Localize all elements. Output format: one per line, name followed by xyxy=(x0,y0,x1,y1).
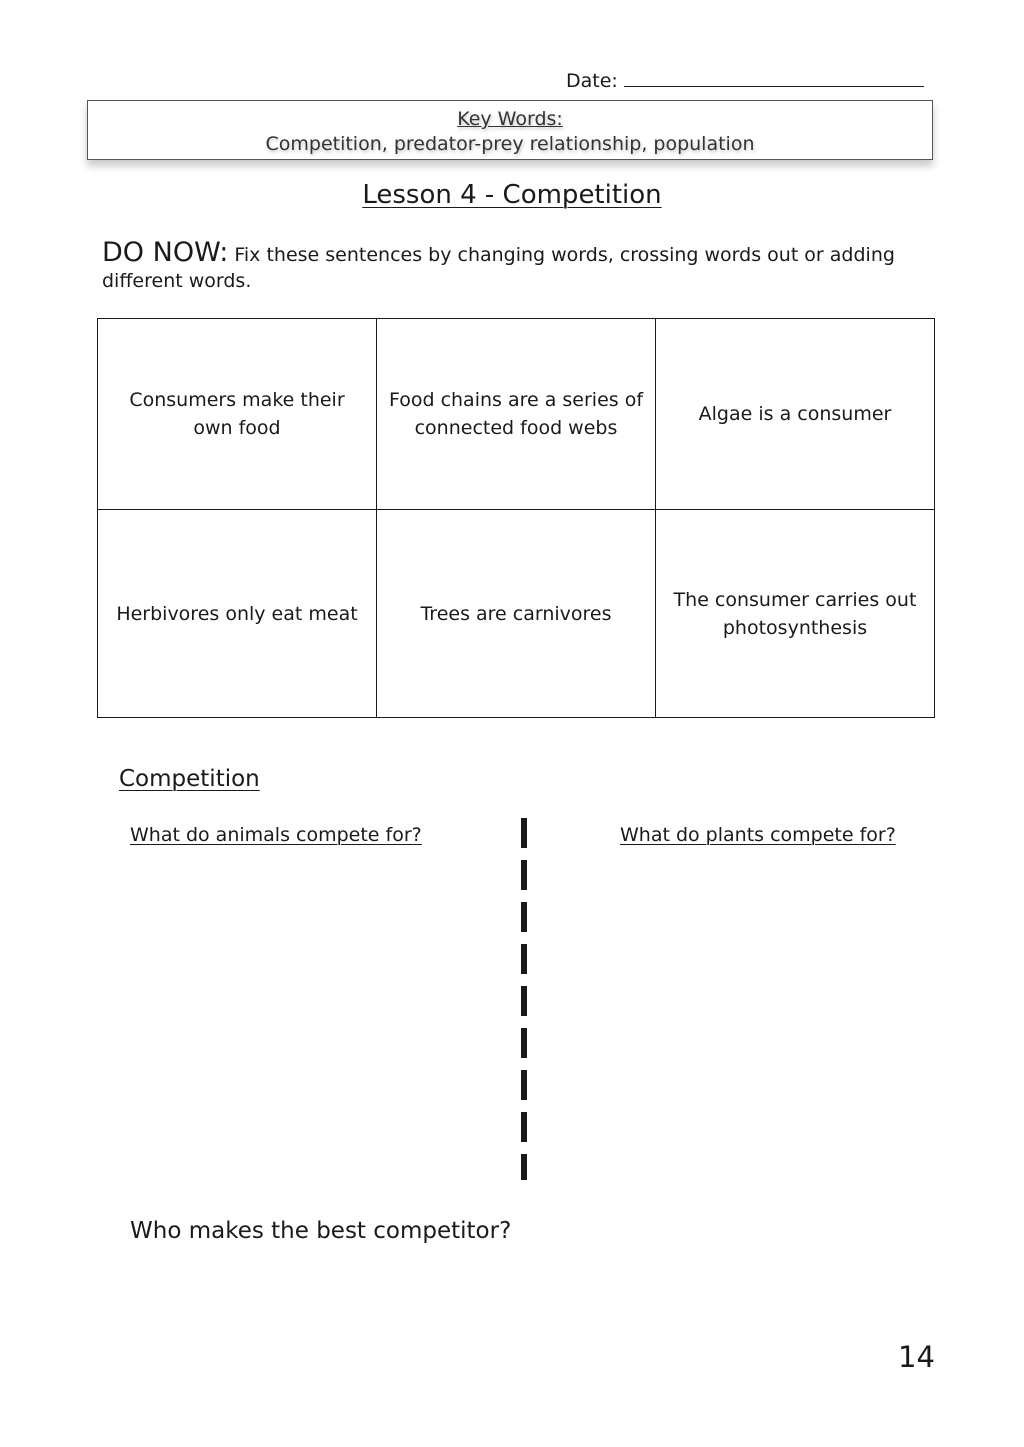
table-row xyxy=(98,319,935,510)
table-row xyxy=(98,510,935,718)
competition-heading: Competition xyxy=(119,766,260,792)
key-words-list: Competition, predator-prey relationship, population xyxy=(265,133,755,155)
sentence-cell[interactable]: Food chains are a series of connected food webs xyxy=(377,319,656,510)
plants-question: What do plants compete for? xyxy=(620,824,896,846)
dashed-divider xyxy=(521,818,527,1180)
date-blank-line[interactable] xyxy=(624,68,924,87)
key-words-title: Key Words: xyxy=(457,108,563,130)
page-number: 14 xyxy=(898,1340,935,1374)
sentence-cell[interactable]: The consumer carries out photosynthesis xyxy=(656,510,935,718)
sentence-cell[interactable]: Trees are carnivores xyxy=(377,510,656,718)
date-field[interactable] xyxy=(566,68,924,92)
sentence-cell[interactable]: Consumers make their own food xyxy=(98,319,377,510)
do-now-section xyxy=(102,237,932,294)
key-words-box xyxy=(87,100,933,160)
animals-question: What do animals compete for? xyxy=(130,824,422,846)
sentences-table xyxy=(97,318,935,718)
best-competitor-question: Who makes the best competitor? xyxy=(130,1218,512,1244)
date-label: Date: xyxy=(566,70,618,92)
do-now-label: DO NOW: xyxy=(102,237,229,268)
sentence-cell[interactable]: Algae is a consumer xyxy=(656,319,935,510)
do-now-instructions: Fix these sentences by changing words, crossing words out or adding different words. xyxy=(102,244,895,292)
sentence-cell[interactable]: Herbivores only eat meat xyxy=(98,510,377,718)
page-title: Lesson 4 - Competition xyxy=(362,180,662,210)
